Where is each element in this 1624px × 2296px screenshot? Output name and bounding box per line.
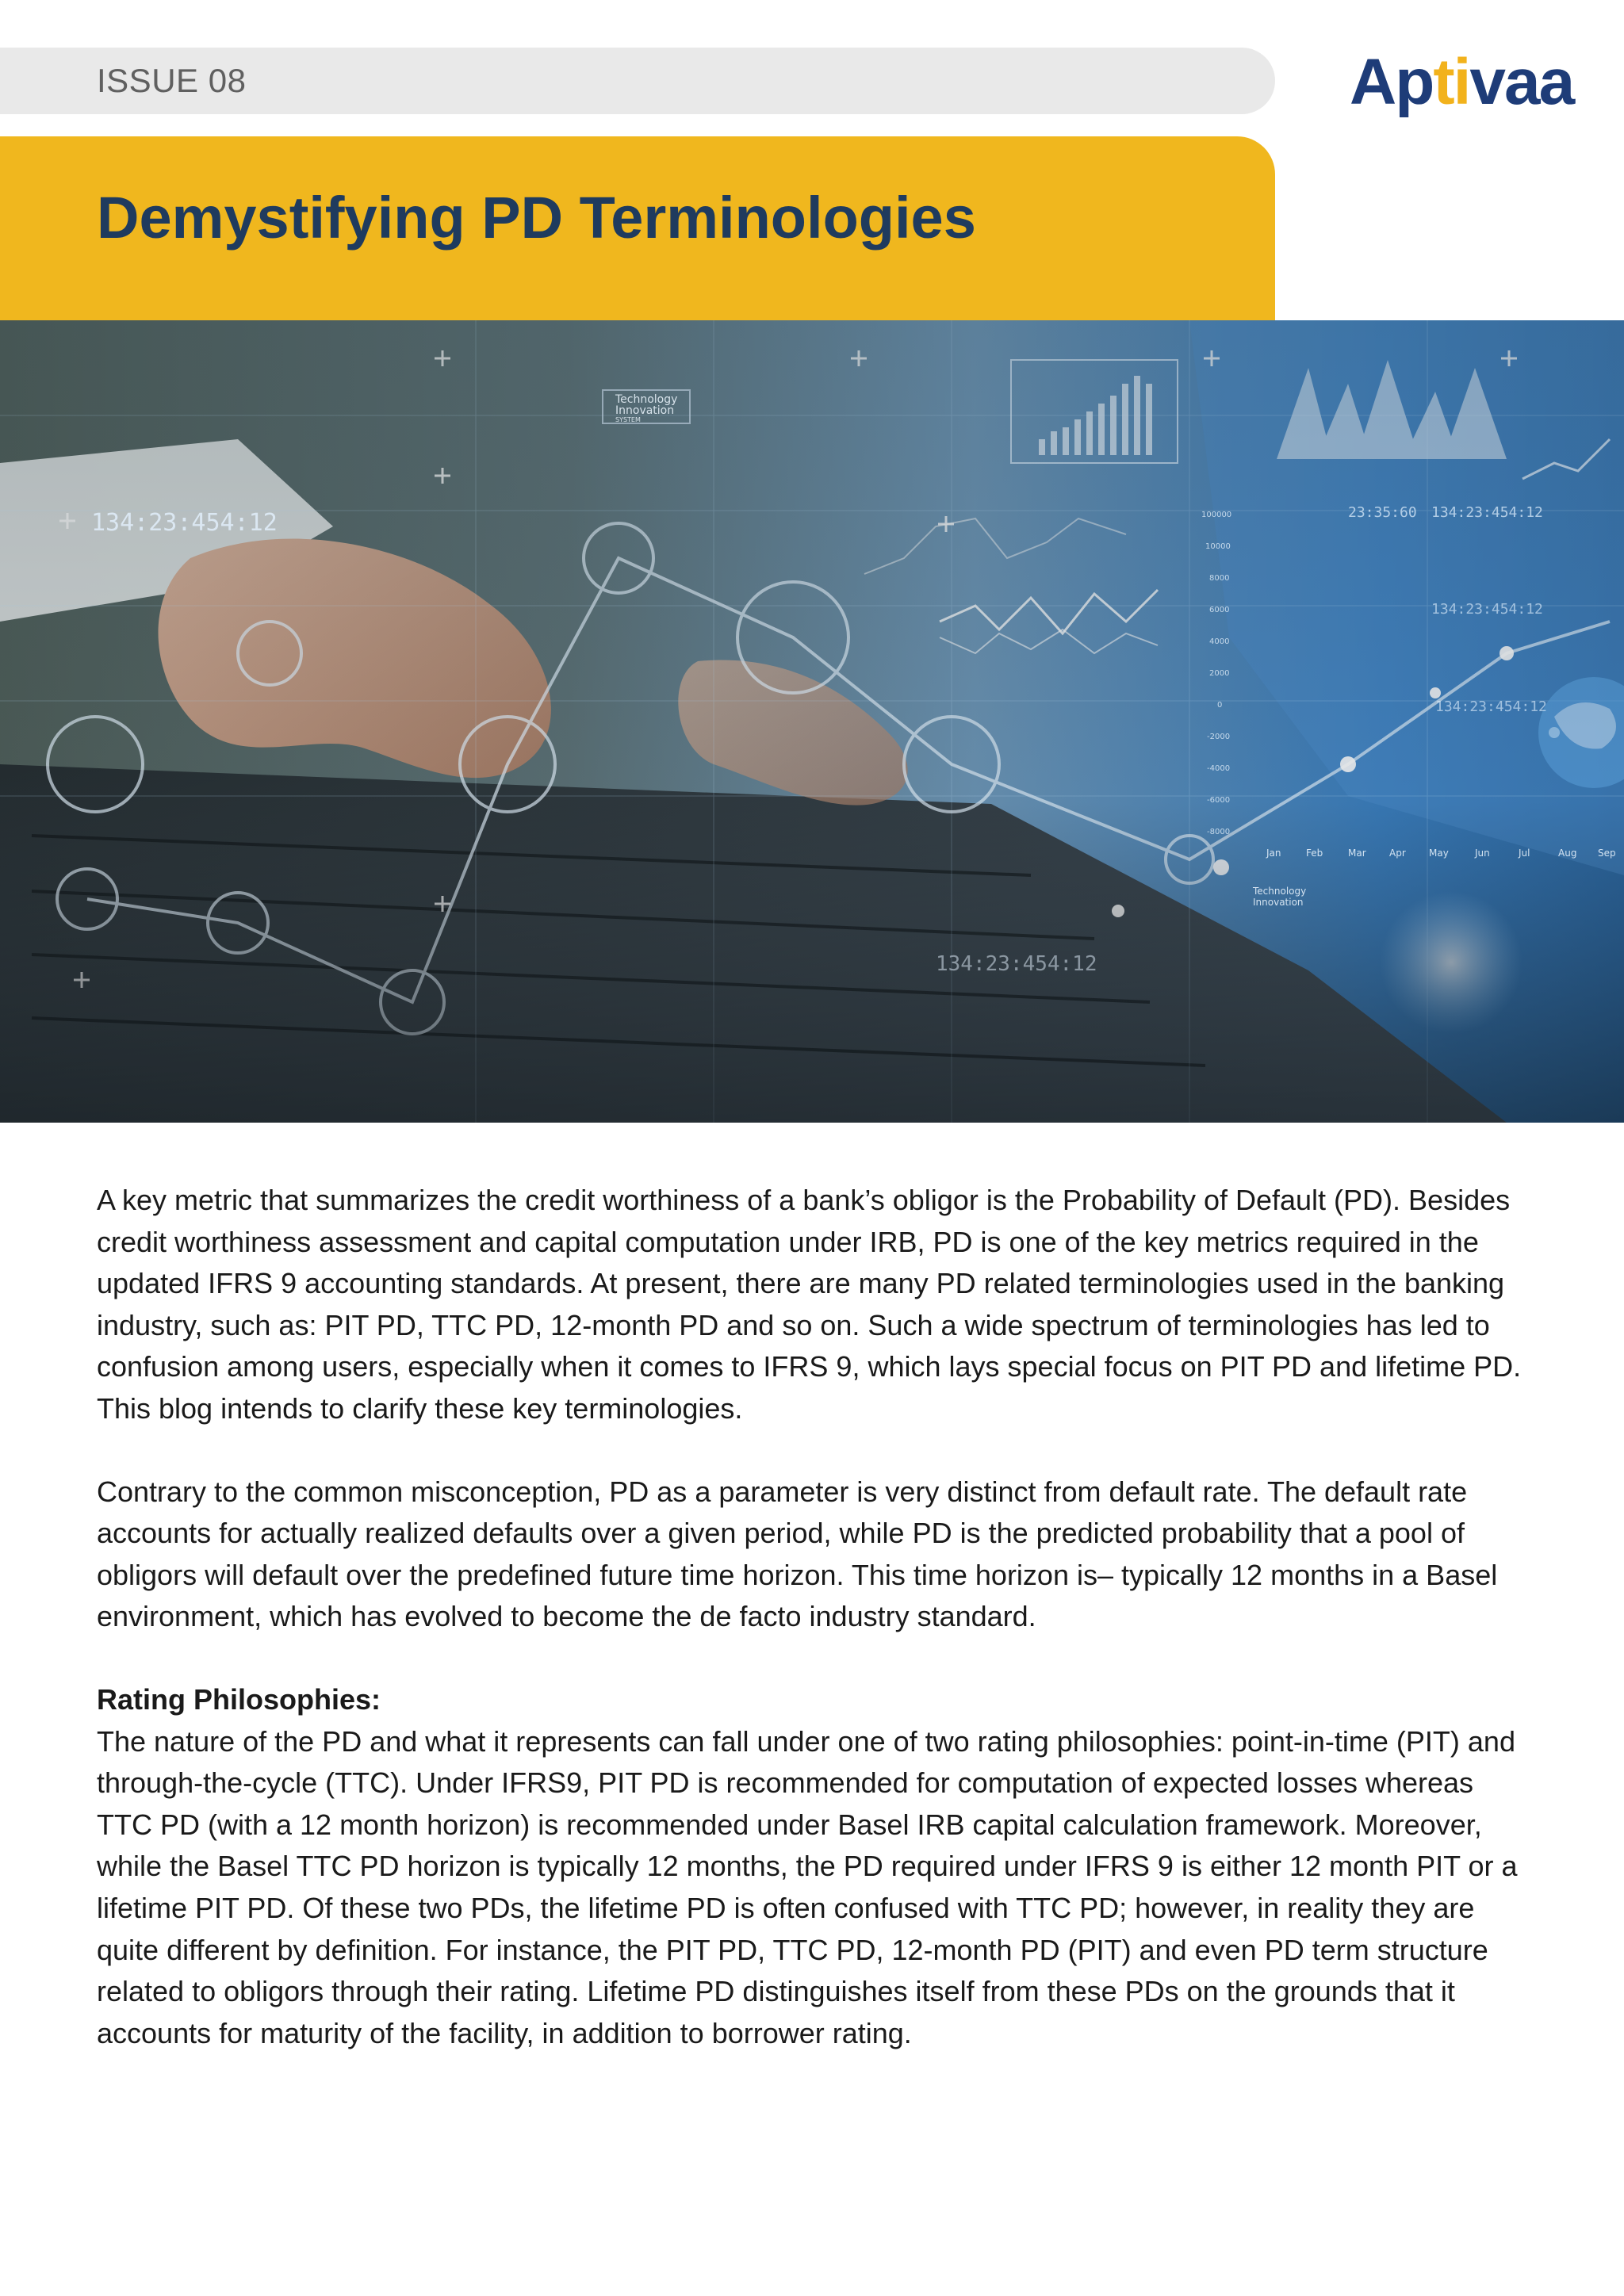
hero-axis-value: 2000 xyxy=(1209,669,1230,678)
hero-timestamp-right-4: 134:23:454:12 xyxy=(1435,698,1547,715)
hero-timestamp-bottom: 134:23:454:12 xyxy=(936,952,1097,976)
aptivaa-logo[interactable] xyxy=(1350,43,1573,122)
hero-tech-label-bottom-2: Innovation xyxy=(1253,897,1304,908)
hero-month-label: May xyxy=(1429,848,1449,859)
section-heading-rating-philosophies: Rating Philosophies: xyxy=(97,1682,381,1716)
issue-label: ISSUE 08 xyxy=(97,62,247,99)
hero-axis-value: -4000 xyxy=(1207,764,1231,773)
hero-axis-value: -2000 xyxy=(1207,733,1231,741)
logo-text-accent: ti xyxy=(1433,46,1470,118)
article-paragraph-intro: A key metric that summarizes the credit worthiness of a bank’s obligor is the Probability of Default (PD). Besides credit worthiness assessment and capital computation under IRB, PD is one of the key metrics required in the updated IFRS 9 accounting standards. At present, there are many PD related terminologies used in the banking industry, such as: PIT PD, TTC PD, 12-month PD and so on. Such a wide spectrum of terminologies has led to confusion among users, especially when it comes to IFRS 9, which lays special focus on PIT PD and lifetime PD. This blog intends to clarify these key terminologies. xyxy=(97,1184,1522,1425)
hero-month-label: Feb xyxy=(1306,848,1323,859)
hero-timestamp-right-1: 23:35:60 xyxy=(1348,504,1417,521)
hero-axis-value: 100000 xyxy=(1201,511,1232,519)
hero-tech-label-3: SYSTEM xyxy=(615,416,641,423)
article-body xyxy=(97,1180,1529,2095)
hero-axis-value: -6000 xyxy=(1207,796,1231,805)
hero-timestamp-right-3: 134:23:454:12 xyxy=(1431,601,1543,618)
hero-illustration xyxy=(0,320,1624,1123)
hero-image xyxy=(0,320,1624,1123)
hero-timestamp-right-2: 134:23:454:12 xyxy=(1431,504,1543,521)
page-title: Demystifying PD Terminologies xyxy=(97,185,976,251)
title-band xyxy=(0,136,1275,320)
hero-tech-label-1: Technology xyxy=(615,393,678,406)
hero-month-label: Aug xyxy=(1558,848,1577,859)
hero-timestamp-left: 134:23:454:12 xyxy=(91,509,278,537)
hero-tech-label-2: Innovation xyxy=(615,404,675,417)
hero-axis-value: 0 xyxy=(1217,701,1223,710)
hero-axis-value: 10000 xyxy=(1205,542,1231,551)
hero-month-label: Jan xyxy=(1266,848,1281,859)
hero-month-labels xyxy=(1266,848,1616,859)
hero-axis-value: 6000 xyxy=(1209,606,1230,614)
hero-axis-value: -8000 xyxy=(1207,828,1231,836)
hero-axis-value: 4000 xyxy=(1209,637,1230,646)
article-paragraph-default-rate: Contrary to the common misconception, PD as a parameter is very distinct from default rate. The default rate accounts for actually realized defaults over a given period, while PD is the predicted probability that a pool of obligors will default over the predefined future time horizon. This time horizon is– typically 12 months in a Basel environment, which has evolved to become the de facto industry standard. xyxy=(97,1475,1498,1633)
article-paragraph-rating-philosophies: The nature of the PD and what it represents can fall under one of two rating philosophies: point-in-time (PIT) and through-the-cycle (TTC). Under IFRS9, PIT PD is recommended for computation of expected losses whereas TTC PD (with a 12 month horizon) is recommended under Basel IRB capital calculation framework. Moreover, while the Basel TTC PD horizon is typically 12 months, the PD required under IFRS 9 is either 12 month PIT or a lifetime PIT PD. Of these two PDs, the lifetime PD is often confused with TTC PD; however, in reality they are quite different by definition. For instance, the PIT PD, TTC PD, 12-month PD (PIT) and even PD term structure related to obligors through their rating. Lifetime PD distinguishes itself from these PDs on the grounds that it accounts for maturity of the facility, in addition to borrower rating. xyxy=(97,1724,1518,2049)
hero-axis-value: 8000 xyxy=(1209,574,1230,583)
hero-month-label: Mar xyxy=(1348,848,1366,859)
hero-month-label: Jul xyxy=(1519,848,1530,859)
hero-month-label: Apr xyxy=(1389,848,1406,859)
issue-bar xyxy=(0,48,1275,114)
hero-month-label: Jun xyxy=(1475,848,1490,859)
logo-text-part-3: vaa xyxy=(1469,46,1574,118)
logo-text-part-1: Ap xyxy=(1350,46,1434,118)
hero-month-label: Sep xyxy=(1598,848,1616,859)
hero-tech-label-bottom-1: Technology xyxy=(1253,886,1307,897)
